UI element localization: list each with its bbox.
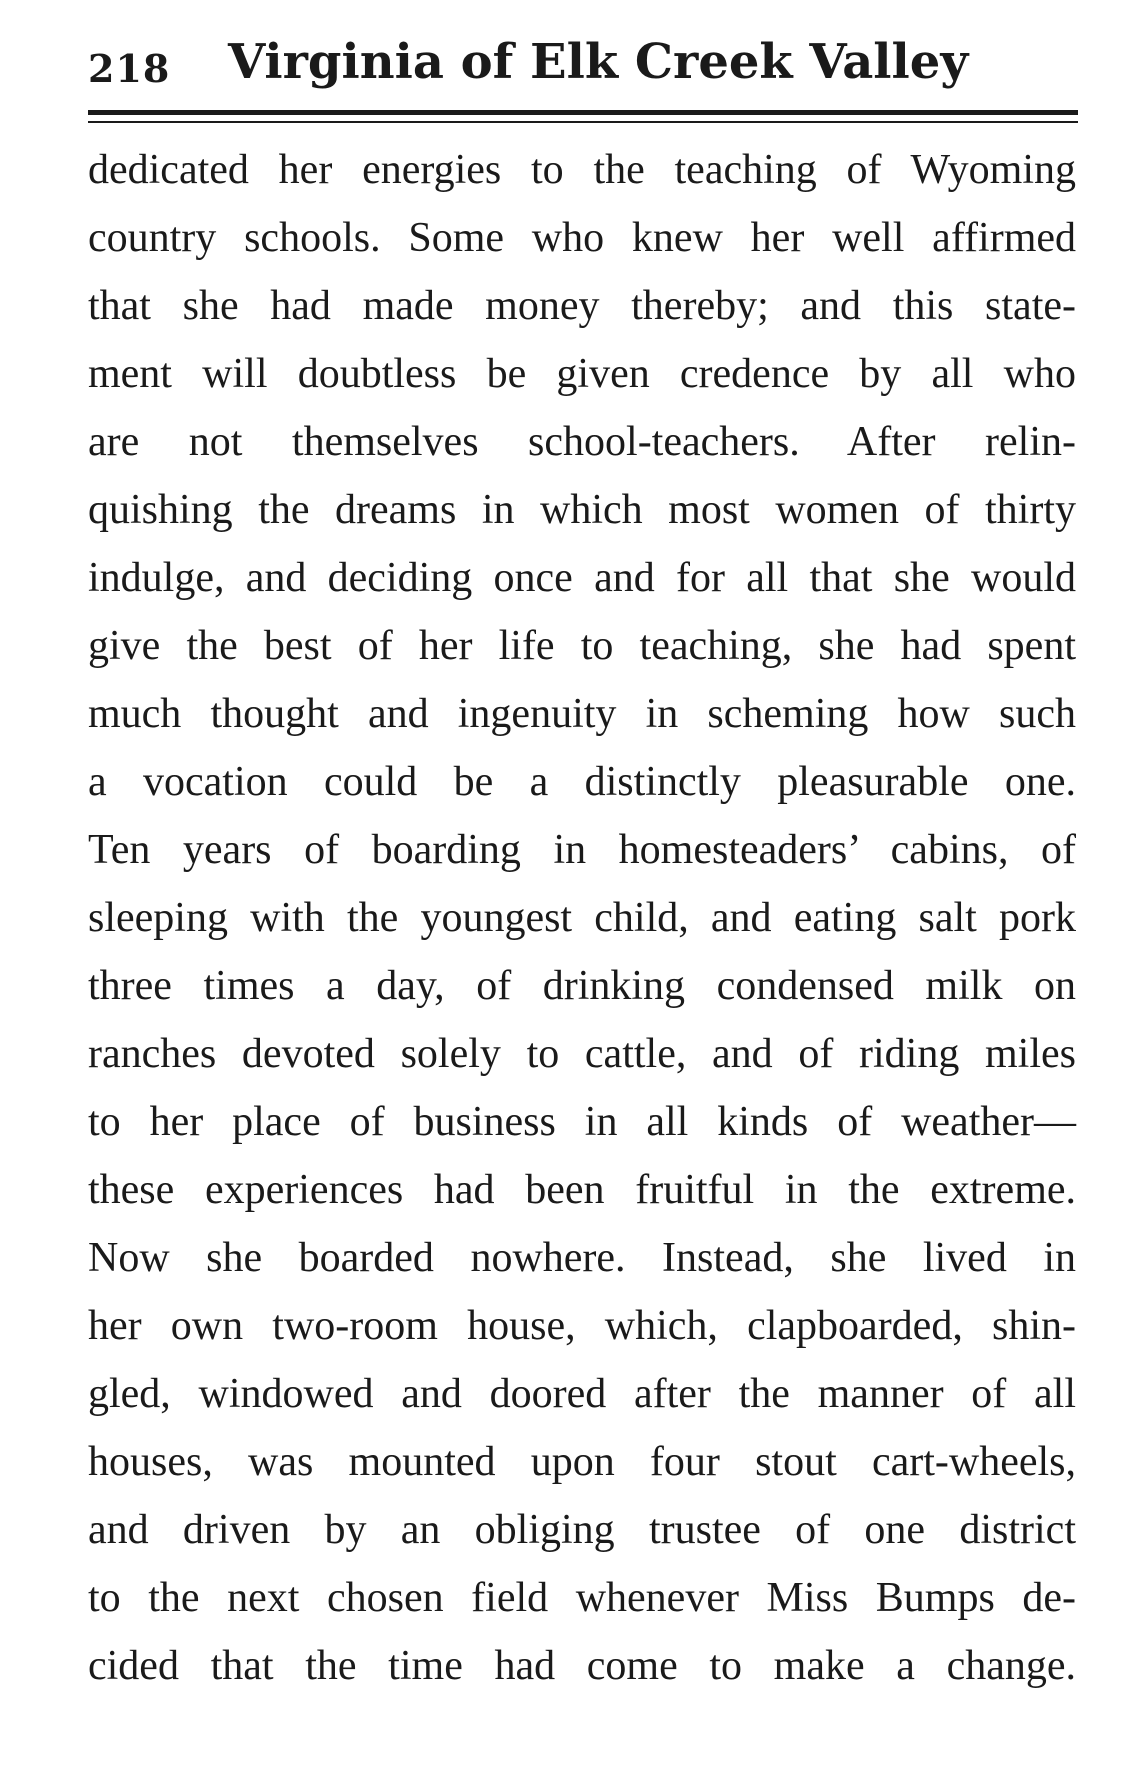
text-line: are not themselves school-teachers. After relin- [88,419,1076,465]
text-line: a vocation could be a distinctly pleasurable one. [88,759,1076,805]
text-line: that she had made money thereby; and this state- [88,283,1076,329]
running-title: Virginia of Elk Creek Valley [228,34,969,90]
page-header [88,34,1078,104]
text-line: dedicated her energies to the teaching of Wyoming [88,147,1076,193]
text-line: cided that the time had come to make a change. [88,1643,1076,1689]
text-line: houses, was mounted upon four stout cart-wheels, [88,1439,1076,1485]
text-line: gled, windowed and doored after the manner of all [88,1371,1076,1417]
text-line: ranches devoted solely to cattle, and of riding miles [88,1031,1076,1077]
text-line: Ten years of boarding in homesteaders’ cabins, of [88,827,1076,873]
page-number: 218 [88,46,171,91]
text-line: and driven by an obliging trustee of one district [88,1507,1076,1553]
body-text [88,136,1076,1700]
text-line: three times a day, of drinking condensed milk on [88,963,1076,1009]
text-line: to the next chosen field whenever Miss Bumps de- [88,1575,1076,1621]
text-line: these experiences had been fruitful in the extreme. [88,1167,1076,1213]
text-line: country schools. Some who knew her well affirmed [88,215,1076,261]
text-line: indulge, and deciding once and for all that she would [88,555,1076,601]
text-line: to her place of business in all kinds of weather— [88,1099,1076,1145]
text-line: quishing the dreams in which most women of thirty [88,487,1076,533]
text-line: much thought and ingenuity in scheming how such [88,691,1076,737]
text-line: give the best of her life to teaching, she had spent [88,623,1076,669]
text-line: Now she boarded nowhere. Instead, she lived in [88,1235,1076,1281]
text-line: ment will doubtless be given credence by all who [88,351,1076,397]
text-line: her own two-room house, which, clapboarded, shin- [88,1303,1076,1349]
header-rule-thin [88,121,1078,123]
header-rule-thick [88,110,1078,115]
text-line: sleeping with the youngest child, and eating salt pork [88,895,1076,941]
